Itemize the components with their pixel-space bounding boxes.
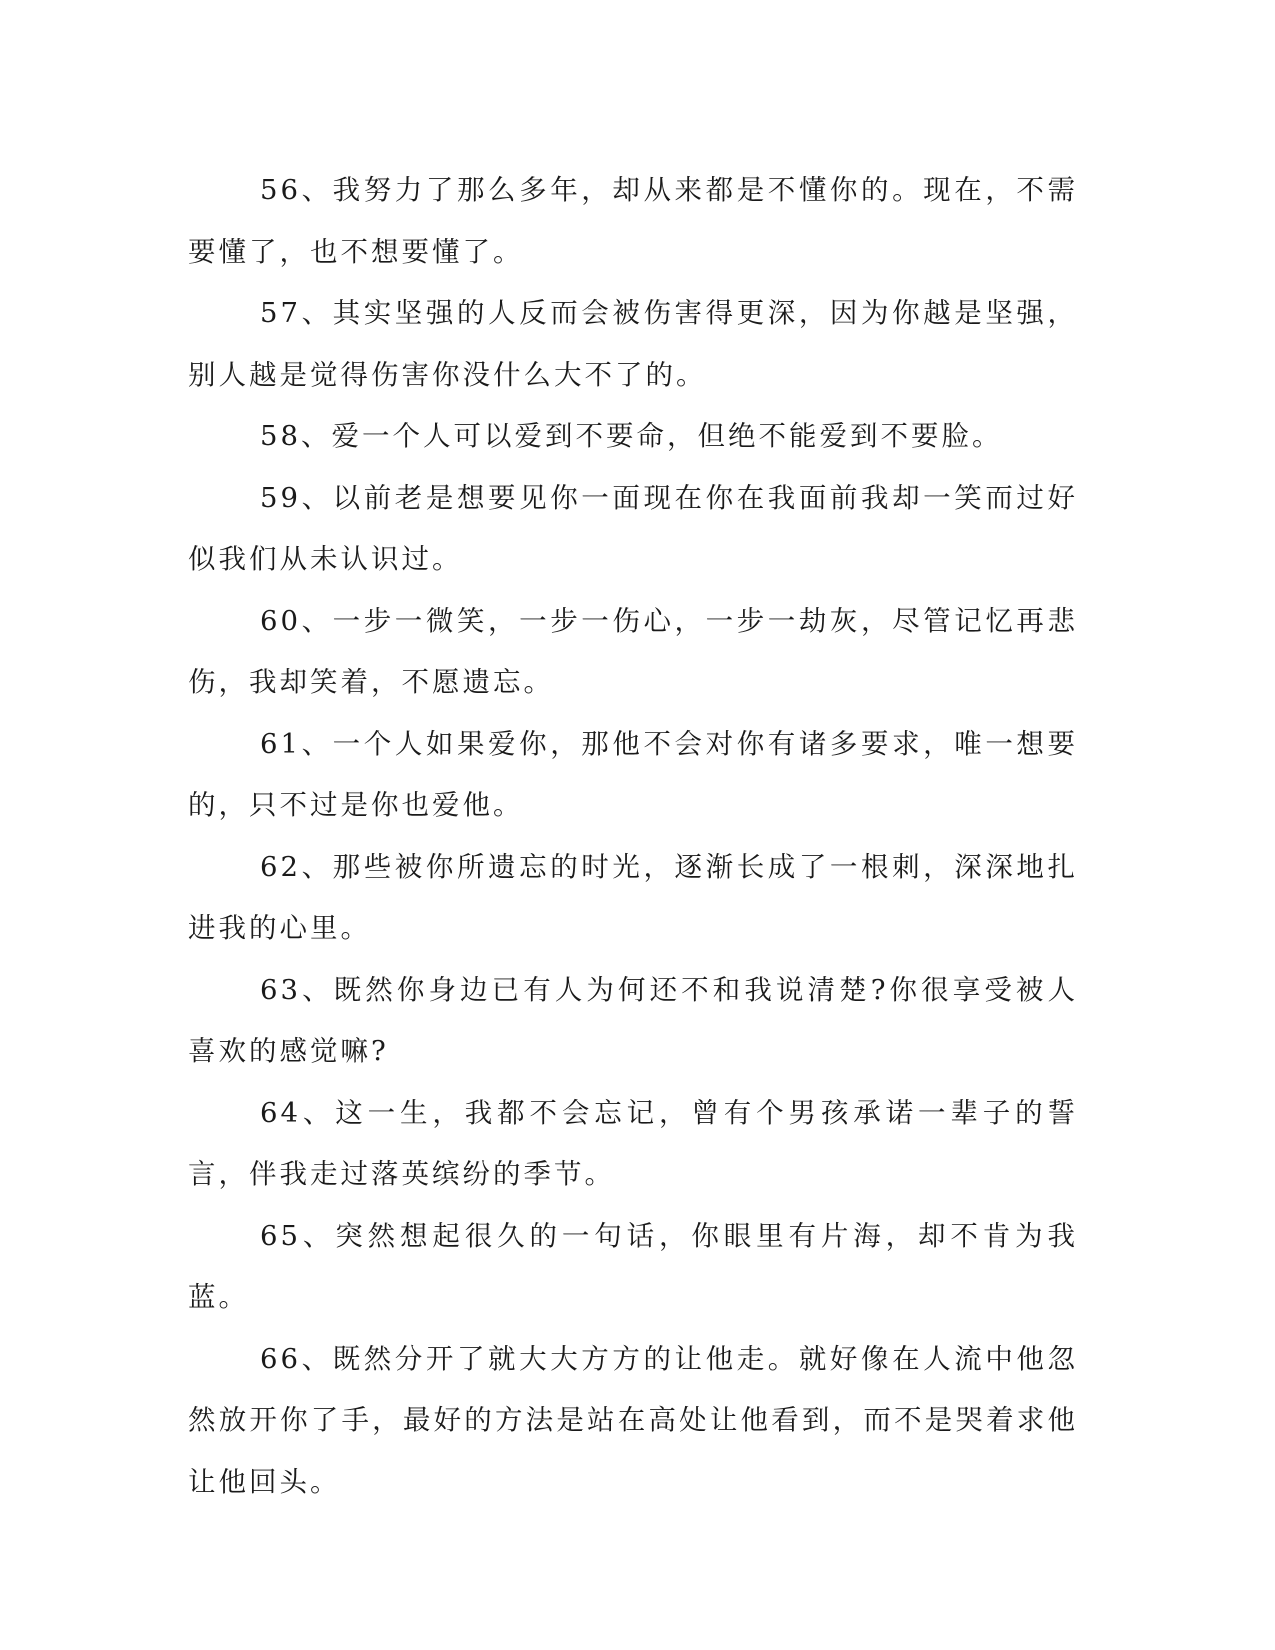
paragraph-63: 63、既然你身边已有人为何还不和我说清楚?你很享受被人喜欢的感觉嘛? bbox=[188, 973, 1078, 1067]
paragraph-61: 61、一个人如果爱你，那他不会对你有诸多要求，唯一想要的，只不过是你也爱他。 bbox=[188, 727, 1078, 821]
paragraph-59: 59、以前老是想要见你一面现在你在我面前我却一笑而过好似我们从未认识过。 bbox=[188, 481, 1078, 575]
paragraph-60: 60、一步一微笑，一步一伤心，一步一劫灰，尽管记忆再悲伤，我却笑着，不愿遗忘。 bbox=[188, 604, 1078, 698]
paragraph-64: 64、这一生，我都不会忘记，曾有个男孩承诺一辈子的誓言，伴我走过落英缤纷的季节。 bbox=[188, 1096, 1078, 1190]
paragraph-58: 58、爱一个人可以爱到不要命，但绝不能爱到不要脸。 bbox=[260, 420, 1003, 452]
paragraph-62: 62、那些被你所遗忘的时光，逐渐长成了一根刺，深深地扎进我的心里。 bbox=[188, 850, 1078, 944]
paragraph-66: 66、既然分开了就大大方方的让他走。就好像在人流中他忽然放开你了手，最好的方法是站在高处让他看到，而不是哭着求他让他回头。 bbox=[188, 1342, 1078, 1498]
paragraph-56: 56、我努力了那么多年，却从来都是不懂你的。现在，不需要懂了，也不想要懂了。 bbox=[188, 174, 1078, 268]
document-body bbox=[188, 160, 1078, 1513]
paragraph-65: 65、突然想起很久的一句话，你眼里有片海，却不肯为我蓝。 bbox=[188, 1219, 1078, 1313]
paragraph-57: 57、其实坚强的人反而会被伤害得更深，因为你越是坚强，别人越是觉得伤害你没什么大不了的。 bbox=[188, 297, 1078, 391]
